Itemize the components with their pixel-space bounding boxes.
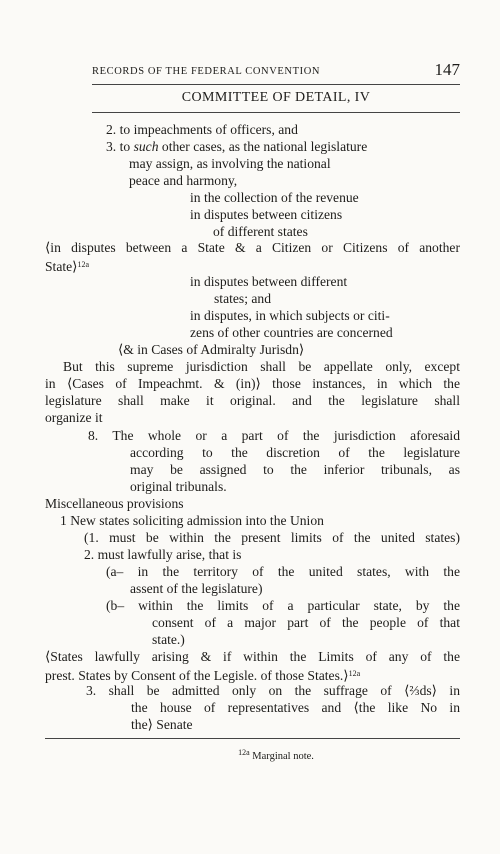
text-line: assent of the legislature) — [130, 581, 263, 596]
text-line: ⟨& in Cases of Admiralty Jurisdn⟩ — [118, 342, 305, 357]
running-title: RECORDS OF THE FEDERAL CONVENTION — [92, 66, 321, 77]
text-line: in disputes between citizens — [190, 207, 343, 222]
text-line: 3. shall be admitted only on the suffrage of ⟨⅔ds⟩ in — [86, 683, 460, 698]
text-line: original tribunals. — [130, 479, 227, 494]
text-line: state.) — [152, 632, 185, 647]
text-line: according to the discretion of the legislature — [130, 445, 460, 460]
text-line: organize it — [45, 410, 103, 425]
text-line: 2. to impeachments of officers, and — [106, 122, 298, 137]
header-rule — [92, 84, 460, 85]
running-head — [92, 60, 460, 80]
text-line: in ⟨Cases of Impeachmt. & (in)⟩ those instances, in which the — [45, 376, 460, 391]
text-line: consent of a major part of the people of that — [152, 615, 460, 630]
text-line: may assign, as involving the national — [129, 156, 331, 171]
text-line: 2. must lawfully arise, that is — [84, 547, 242, 562]
text-line: zens of other countries are concerned — [190, 325, 393, 340]
text-line: Miscellaneous provisions — [45, 496, 184, 511]
text-line: peace and harmony, — [129, 173, 238, 188]
text-line: legislature shall make it original. and the legislature shall — [45, 393, 460, 408]
text-line: State⟩$^{12a}$ — [45, 259, 90, 274]
footnote-text: Marginal note. — [249, 751, 314, 762]
text-line: in the collection of the revenue — [190, 190, 359, 205]
text-line: the⟩ Senate — [131, 717, 193, 732]
text-line: states; and — [214, 291, 272, 306]
text-line: the house of representatives and ⟨the like No in — [131, 700, 460, 715]
text-line: in disputes between different — [190, 274, 348, 289]
footnote-marker: 12a — [238, 748, 250, 757]
text-line: ⟨in disputes between a State & a Citizen or Citizens of another — [45, 240, 460, 255]
section-rule — [92, 112, 460, 113]
page-number: 147 — [434, 60, 460, 79]
text-line: prest. States by Consent of the Legisle. of those States.⟩$^{12a}$ — [45, 668, 361, 683]
text-line: 1 New states soliciting admission into the Union — [60, 513, 324, 528]
text-line: But this supreme jurisdiction shall be appellate only, except — [63, 359, 460, 374]
text-line: (b– within the limits of a particular state, by the — [106, 598, 460, 613]
text-line: may be assigned to the inferior tribunals, as — [130, 462, 460, 477]
text-line: ⟨States lawfully arising & if within the Limits of any of the — [45, 649, 460, 664]
footnote-rule — [45, 738, 460, 739]
text-line: (1. must be within the present limits of the united states) — [84, 530, 460, 545]
text-line: 3. to such other cases, as the national legislature — [106, 139, 368, 154]
text-line: in disputes, in which subjects or citi- — [190, 308, 390, 323]
text-line: of different states — [213, 224, 308, 239]
text-line: 8. The whole or a part of the jurisdiction aforesaid — [88, 428, 460, 443]
text-line: (a– in the territory of the united states, with the — [106, 564, 460, 579]
footnote — [92, 748, 460, 762]
section-title: COMMITTEE OF DETAIL, IV — [181, 90, 371, 105]
